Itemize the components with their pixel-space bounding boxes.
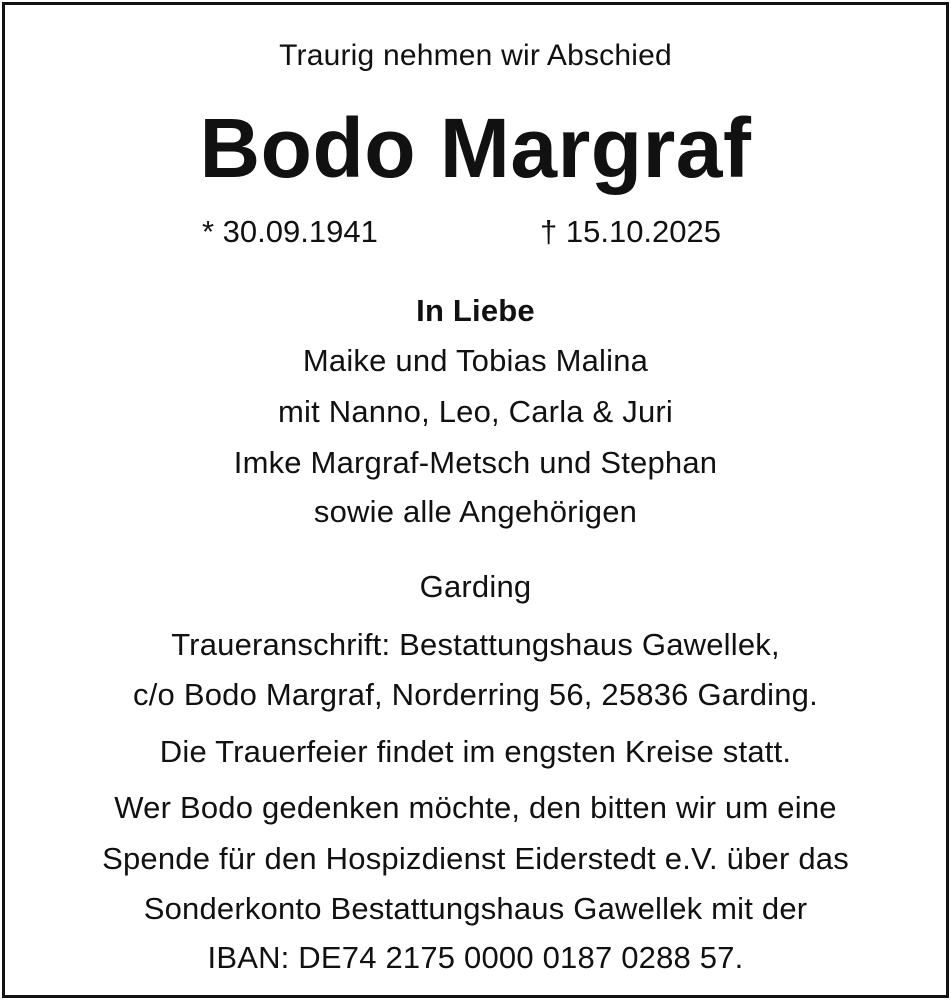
address-line: Traueranschrift: Bestattungshaus Gawellek, (171, 627, 780, 662)
donation-line: Wer Bodo gedenken möchte, den bitten wir um eine (114, 790, 837, 825)
family-line: sowie alle Angehörigen (313, 494, 638, 529)
birth-date: * 30.09.1941 (202, 214, 378, 249)
family-line: Imke Margraf-Metsch und Stephan (233, 445, 718, 480)
deceased-name: Bodo Margraf (199, 101, 752, 195)
address-line: c/o Bodo Margraf, Norderring 56, 25836 Garding. (133, 677, 818, 712)
intro-text: Traurig nehmen wir Abschied (279, 39, 672, 72)
life-dates (0, 213, 951, 251)
place-name: Garding (419, 569, 532, 604)
death-date: † 15.10.2025 (540, 214, 722, 249)
in-love-heading: In Liebe (416, 293, 535, 328)
family-line: Maike und Tobias Malina (302, 343, 649, 378)
ceremony-text: Die Trauerfeier findet im engsten Kreise statt. (159, 734, 792, 769)
donation-line: Sonderkonto Bestattungshaus Gawellek mit der (143, 891, 808, 926)
family-line: mit Nanno, Leo, Carla & Juri (278, 394, 673, 429)
donation-line: Spende für den Hospizdienst Eiderstedt e.V. über das (102, 841, 849, 876)
donation-line: IBAN: DE74 2175 0000 0187 0288 57. (207, 940, 744, 975)
